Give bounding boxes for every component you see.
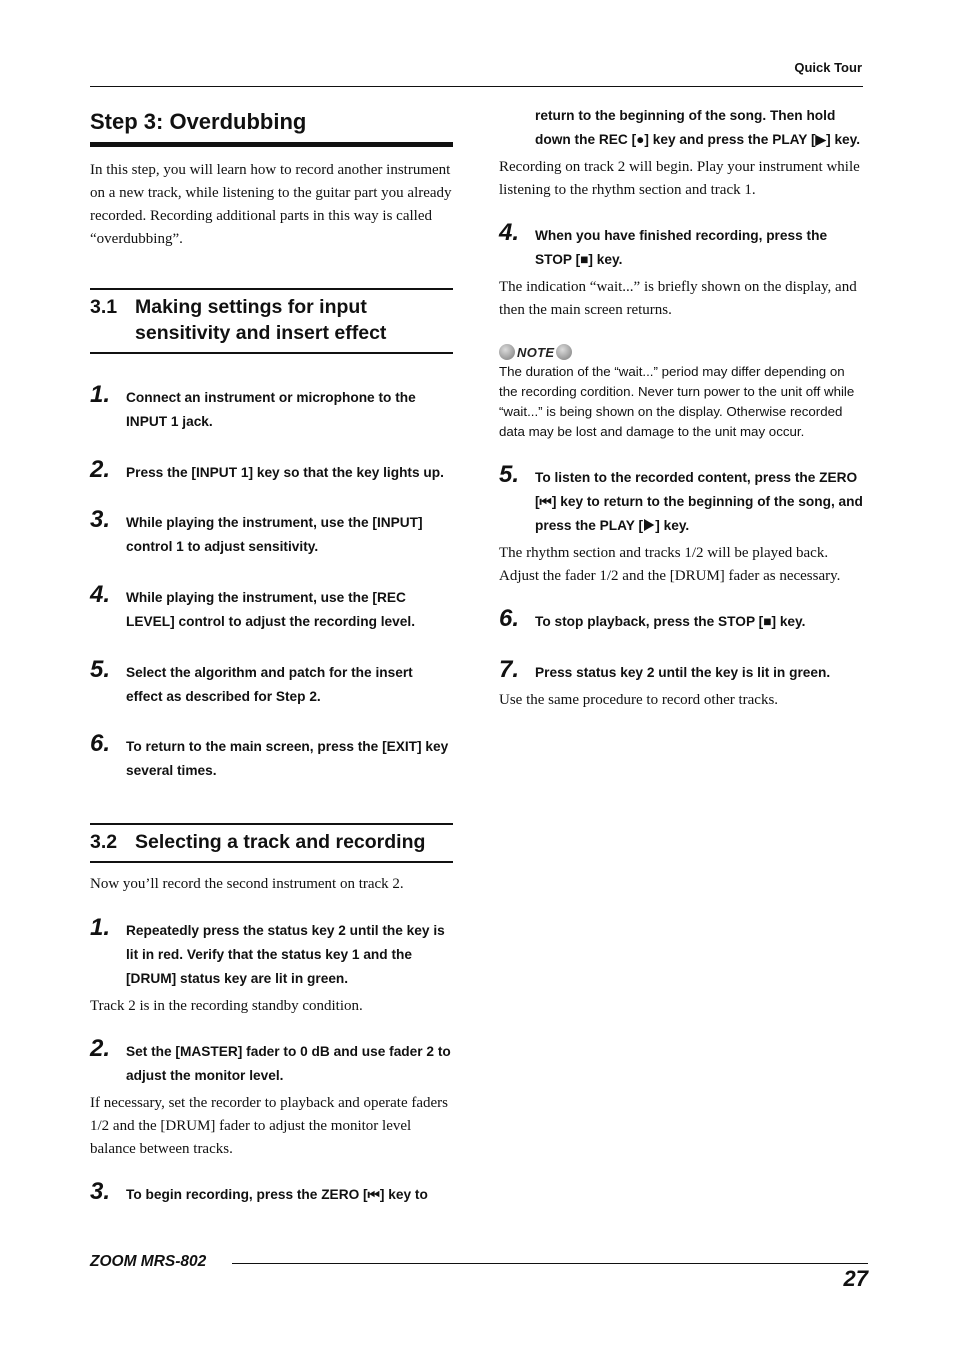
step-number: 3. xyxy=(90,506,111,533)
note-text: The duration of the “wait...” period may differ depending on the recording cordition. Never turn power to the unit off while “wait...” is being shown on the display. Otherwise recorded data may be lost and damage to the unit may occur. xyxy=(499,364,855,439)
step-text: Repeatedly press the status key 2 until the key is lit in red. Verify that the status key 1 and the [DRUM] status key are lit in green. xyxy=(126,923,445,986)
note-heading xyxy=(499,344,863,360)
step-2-3 xyxy=(90,1178,453,1207)
step-number: 5. xyxy=(90,656,111,683)
step-number: 6. xyxy=(90,730,111,757)
section-title: Selecting a track and recording xyxy=(135,831,426,853)
step-text: Press status key 2 until the key is lit in green. xyxy=(535,665,831,680)
note-label: NOTE xyxy=(517,344,555,360)
step-text: Connect an instrument or microphone to the INPUT 1 jack. xyxy=(126,390,416,429)
step-text: To return to the main screen, press the [EXIT] key several times. xyxy=(126,739,449,778)
step-text: While playing the instrument, use the [REC LEVEL] control to adjust the recording level. xyxy=(126,590,415,629)
step-text: Press the [INPUT 1] key so that the key lights up. xyxy=(126,465,444,480)
step-text: To listen to the recorded content, press the ZERO [⏮] key to return to the beginning of the song, and press the PLAY [▶] key. xyxy=(535,470,863,533)
section-title: Making settings for input sensitivity and insert effect xyxy=(135,296,387,344)
right-column xyxy=(499,104,863,712)
step-body: Track 2 is in the recording standby condition. xyxy=(90,998,363,1014)
step-2-4 xyxy=(499,219,863,272)
step-body: Use the same procedure to record other tracks. xyxy=(499,692,779,708)
step-text: To begin recording, press the ZERO [⏮] key to xyxy=(126,1187,428,1202)
step-number: 4. xyxy=(90,581,111,608)
section-heading-3-1 xyxy=(90,288,453,354)
step-2-6 xyxy=(499,605,863,634)
section-number: 3.2 xyxy=(90,831,118,853)
page-title: Step 3: Overdubbing xyxy=(90,109,307,134)
step-1-1 xyxy=(90,381,453,434)
step-number: 5. xyxy=(499,461,520,488)
note-dot-icon xyxy=(556,344,572,360)
title-rule xyxy=(90,142,453,147)
header-rule xyxy=(90,86,863,87)
step-number: 2. xyxy=(90,1035,111,1062)
running-head: Quick Tour xyxy=(794,60,862,75)
page-number: 27 xyxy=(843,1266,868,1291)
step-1-2 xyxy=(90,456,453,485)
left-column xyxy=(90,104,453,1207)
footer-rule xyxy=(232,1263,868,1264)
step-body: Recording on track 2 will begin. Play your instrument while listening to the rhythm section and track 1. xyxy=(499,159,860,198)
section-number: 3.1 xyxy=(90,296,118,318)
step-number: 1. xyxy=(90,381,111,408)
step-text: Set the [MASTER] fader to 0 dB and use fader 2 to adjust the monitor level. xyxy=(126,1044,451,1083)
intro-paragraph: In this step, you will learn how to record another instrument on a new track, while listening to the guitar part you already recorded. Recording additional parts in this way is called “overdubbing”. xyxy=(90,162,452,247)
step-number: 6. xyxy=(499,605,520,632)
step-1-4 xyxy=(90,581,453,634)
step-number: 1. xyxy=(90,914,111,941)
section-intro: Now you’ll record the second instrument on track 2. xyxy=(90,876,404,892)
step-2-1 xyxy=(90,914,453,991)
step-1-6 xyxy=(90,730,453,783)
step-2-2 xyxy=(90,1035,453,1088)
step-number: 7. xyxy=(499,656,520,683)
step-2-5 xyxy=(499,461,863,538)
step-1-3 xyxy=(90,506,453,559)
step-text: To stop playback, press the STOP [■] key. xyxy=(535,614,806,629)
step-text: When you have finished recording, press the STOP [■] key. xyxy=(535,228,828,267)
step-number: 3. xyxy=(90,1178,111,1205)
step-2-7 xyxy=(499,656,863,685)
note-dot-icon xyxy=(499,344,515,360)
step-1-5 xyxy=(90,656,453,709)
section-heading-3-2 xyxy=(90,823,453,863)
step-2-3-continued xyxy=(499,104,863,152)
step-body: If necessary, set the recorder to playback and operate faders 1/2 and the [DRUM] fader to adjust the monitor level balance between tracks. xyxy=(90,1095,449,1157)
step-text: While playing the instrument, use the [INPUT] control 1 to adjust sensitivity. xyxy=(126,515,423,554)
step-body: The indication “wait...” is briefly shown on the display, and then the main screen returns. xyxy=(499,279,857,318)
step-text: return to the beginning of the song. Then hold down the REC [●] key and press the PLAY [▶] key. xyxy=(535,108,861,147)
step-text: Select the algorithm and patch for the insert effect as described for Step 2. xyxy=(126,665,413,704)
step-number: 2. xyxy=(90,456,111,483)
step-body: The rhythm section and tracks 1/2 will be played back. Adjust the fader 1/2 and the [DRUM] fader as necessary. xyxy=(499,545,841,584)
footer-model-name: ZOOM MRS-802 xyxy=(90,1253,207,1270)
step-number: 4. xyxy=(499,219,520,246)
